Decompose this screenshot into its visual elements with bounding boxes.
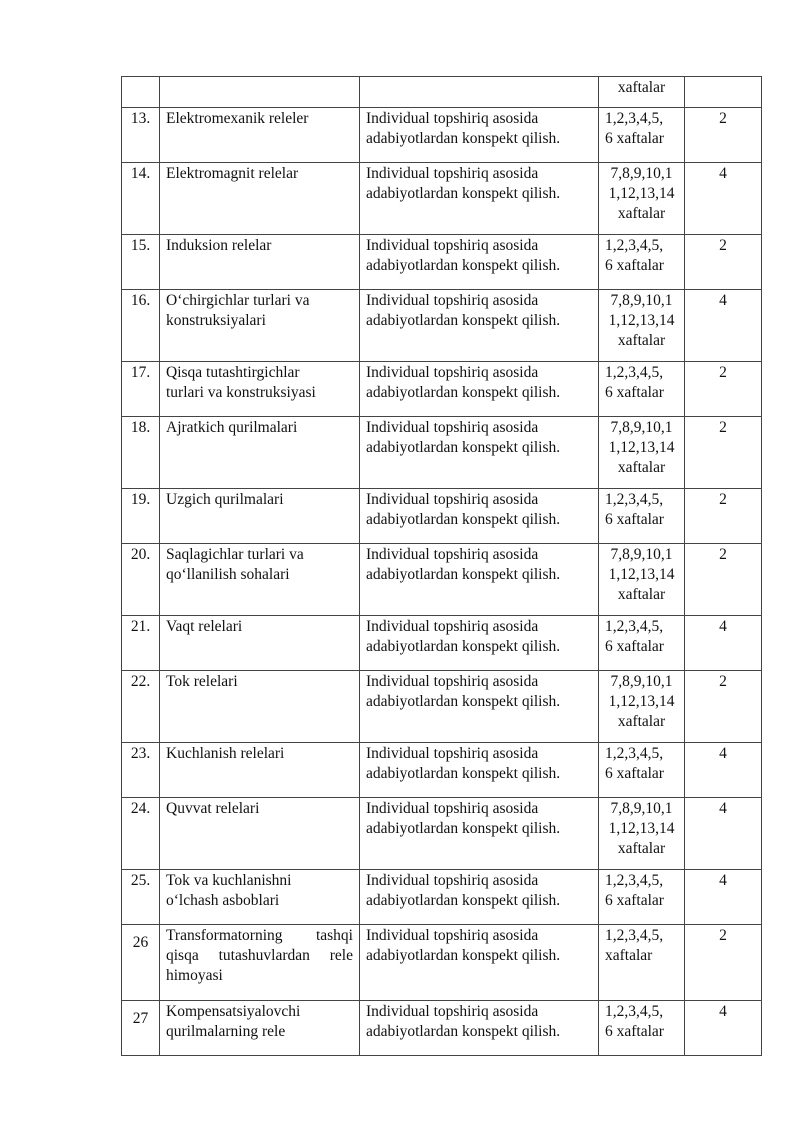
task-line: Individual topshiriq asosida [366, 165, 539, 182]
topic-cell [160, 616, 360, 671]
task-line: adabiyotlardan konspekt qilish. [366, 185, 561, 202]
weeks-line: 1,12,13,14 [608, 439, 675, 456]
weeks-cell [599, 417, 685, 489]
table-row [122, 417, 762, 489]
task-line: adabiyotlardan konspekt qilish. [366, 439, 561, 456]
hours-cell: 2 [685, 362, 762, 417]
task-line: adabiyotlardan konspekt qilish. [366, 638, 561, 655]
hours-cell: 2 [685, 925, 762, 1001]
table-row [122, 671, 762, 743]
topic-cell [160, 108, 360, 163]
hours-cell: 4 [685, 290, 762, 362]
weeks-cell [599, 108, 685, 163]
weeks-line: 1,2,3,4,5, [605, 364, 664, 381]
task-line: adabiyotlardan konspekt qilish. [366, 1023, 561, 1040]
topic-line: Elektromexanik releler [166, 110, 309, 127]
hours-cell: 4 [685, 1001, 762, 1056]
task-cell [360, 108, 599, 163]
topic-cell [160, 362, 360, 417]
table-row [122, 235, 762, 290]
task-cell [360, 77, 599, 108]
weeks-cell [599, 489, 685, 544]
weeks-line: 7,8,9,10,1 [610, 165, 673, 182]
task-line: Individual topshiriq asosida [366, 419, 539, 436]
topic-cell [160, 489, 360, 544]
weeks-cell [599, 870, 685, 925]
weeks-line: 1,12,13,14 [608, 693, 675, 710]
row-number: 17. [122, 362, 160, 417]
task-line: Individual topshiriq asosida [366, 1003, 539, 1020]
table-row [122, 544, 762, 616]
task-cell [360, 544, 599, 616]
table-row [122, 870, 762, 925]
hours-cell: 2 [685, 671, 762, 743]
task-cell [360, 925, 599, 1001]
weeks-line: 7,8,9,10,1 [610, 673, 673, 690]
task-cell [360, 362, 599, 417]
table-row [122, 743, 762, 798]
task-line: Individual topshiriq asosida [366, 800, 539, 817]
weeks-cell [599, 616, 685, 671]
topic-cell [160, 163, 360, 235]
weeks-line: 6 xaftalar [605, 1023, 664, 1040]
table-row [122, 362, 762, 417]
task-line: adabiyotlardan konspekt qilish. [366, 257, 561, 274]
task-line: Individual topshiriq asosida [366, 618, 539, 635]
weeks-line: 1,12,13,14 [608, 185, 675, 202]
weeks-line: 1,2,3,4,5, [605, 491, 664, 508]
hours-cell: 4 [685, 798, 762, 870]
topic-line: o‘lchash asboblari [166, 892, 280, 909]
topic-line: Tok va kuchlanishni [166, 872, 292, 889]
topic-cell [160, 1001, 360, 1056]
task-line: adabiyotlardan konspekt qilish. [366, 384, 561, 401]
task-line: Individual topshiriq asosida [366, 292, 539, 309]
topic-line: Saqlagichlar turlari va [166, 546, 304, 563]
task-line: adabiyotlardan konspekt qilish. [366, 947, 561, 964]
weeks-cell [599, 544, 685, 616]
hours-cell [685, 77, 762, 108]
topic-line: Kuchlanish relelari [166, 745, 285, 762]
table-row [122, 925, 762, 1001]
weeks-line: 6 xaftalar [605, 638, 664, 655]
topic-cell [160, 544, 360, 616]
topic-cell [160, 290, 360, 362]
task-cell [360, 1001, 599, 1056]
task-cell [360, 163, 599, 235]
topic-line: Tok relelari [166, 673, 238, 690]
task-line: Individual topshiriq asosida [366, 237, 539, 254]
task-line: adabiyotlardan konspekt qilish. [366, 130, 561, 147]
weeks-line: 6 xaftalar [605, 892, 664, 909]
weeks-cell [599, 235, 685, 290]
weeks-line: xaftalar [617, 205, 666, 222]
topic-line: qurilmalarning rele [166, 1023, 286, 1040]
hours-cell: 4 [685, 743, 762, 798]
topic-line: Vaqt relelari [166, 618, 243, 635]
topic-cell [160, 798, 360, 870]
task-cell [360, 489, 599, 544]
topic-cell [160, 925, 360, 1001]
weeks-line: xaftalar [617, 840, 666, 857]
task-line: adabiyotlardan konspekt qilish. [366, 566, 561, 583]
weeks-line: 7,8,9,10,1 [610, 419, 673, 436]
topic-line: turlari va konstruksiyasi [166, 384, 316, 401]
weeks-line: 7,8,9,10,1 [610, 800, 673, 817]
topic-line: konstruksiyalari [166, 312, 266, 329]
weeks-line: 1,2,3,4,5, [605, 927, 664, 944]
weeks-cell [599, 925, 685, 1001]
topic-line: qo‘llanilish sohalari [166, 566, 290, 583]
weeks-line: 6 xaftalar [605, 130, 664, 147]
table-row [122, 108, 762, 163]
weeks-cell [599, 77, 685, 108]
row-number: 16. [122, 290, 160, 362]
task-line: Individual topshiriq asosida [366, 745, 539, 762]
task-line: adabiyotlardan konspekt qilish. [366, 511, 561, 528]
task-line: Individual topshiriq asosida [366, 927, 539, 944]
row-number: 21. [122, 616, 160, 671]
hours-cell: 2 [685, 417, 762, 489]
schedule-table [121, 76, 762, 1056]
task-line: adabiyotlardan konspekt qilish. [366, 820, 561, 837]
weeks-line: 1,12,13,14 [608, 566, 675, 583]
weeks-line: 1,2,3,4,5, [605, 237, 664, 254]
topic-line: Ajratkich qurilmalari [166, 419, 298, 436]
weeks-cell [599, 290, 685, 362]
weeks-cell [599, 798, 685, 870]
row-number: 20. [122, 544, 160, 616]
weeks-cell [599, 743, 685, 798]
weeks-cell [599, 671, 685, 743]
task-cell [360, 870, 599, 925]
table-row [122, 163, 762, 235]
topic-line: Elektromagnit relelar [166, 165, 299, 182]
topic-line: Transformatorning tashqi [166, 927, 353, 944]
topic-cell [160, 671, 360, 743]
topic-line: himoyasi [166, 967, 223, 984]
table-row [122, 77, 762, 108]
topic-cell [160, 870, 360, 925]
task-line: adabiyotlardan konspekt qilish. [366, 765, 561, 782]
weeks-line: 6 xaftalar [605, 384, 664, 401]
weeks-cell [599, 163, 685, 235]
weeks-line: 6 xaftalar [605, 257, 664, 274]
table-row [122, 1001, 762, 1056]
task-line: adabiyotlardan konspekt qilish. [366, 693, 561, 710]
topic-cell [160, 77, 360, 108]
table-body [122, 77, 762, 1056]
task-line: adabiyotlardan konspekt qilish. [366, 312, 561, 329]
weeks-line: 6 xaftalar [605, 511, 664, 528]
topic-line: qisqa tutashuvlardan rele [166, 947, 353, 964]
weeks-line: 1,2,3,4,5, [605, 110, 664, 127]
task-cell [360, 616, 599, 671]
weeks-line: 7,8,9,10,1 [610, 292, 673, 309]
row-number: 24. [122, 798, 160, 870]
topic-cell [160, 235, 360, 290]
row-number: 26 [122, 925, 160, 1001]
task-line: Individual topshiriq asosida [366, 110, 539, 127]
task-line: Individual topshiriq asosida [366, 546, 539, 563]
weeks-line: xaftalar [605, 947, 653, 964]
task-line: Individual topshiriq asosida [366, 673, 539, 690]
weeks-line: 1,2,3,4,5, [605, 872, 664, 889]
row-number [122, 77, 160, 108]
row-number: 27 [122, 1001, 160, 1056]
task-cell [360, 417, 599, 489]
topic-line: Uzgich qurilmalari [166, 491, 284, 508]
task-cell [360, 798, 599, 870]
topic-line: Induksion relelar [166, 237, 272, 254]
row-number: 22. [122, 671, 160, 743]
row-number: 19. [122, 489, 160, 544]
weeks-line: xaftalar [617, 459, 666, 476]
weeks-line: 1,2,3,4,5, [605, 618, 664, 635]
weeks-line: 1,2,3,4,5, [605, 745, 664, 762]
hours-cell: 2 [685, 544, 762, 616]
table-row [122, 489, 762, 544]
weeks-line: 1,12,13,14 [608, 312, 675, 329]
hours-cell: 2 [685, 108, 762, 163]
row-number: 13. [122, 108, 160, 163]
topic-cell [160, 743, 360, 798]
task-cell [360, 671, 599, 743]
table-row [122, 290, 762, 362]
topic-line: Qisqa tutashtirgichlar [166, 364, 300, 381]
table-row [122, 798, 762, 870]
weeks-line: 1,12,13,14 [608, 820, 675, 837]
task-cell [360, 743, 599, 798]
hours-cell: 4 [685, 163, 762, 235]
row-number: 23. [122, 743, 160, 798]
table-row [122, 616, 762, 671]
row-number: 18. [122, 417, 160, 489]
weeks-line: xaftalar [617, 79, 666, 96]
task-line: adabiyotlardan konspekt qilish. [366, 892, 561, 909]
task-cell [360, 290, 599, 362]
task-line: Individual topshiriq asosida [366, 872, 539, 889]
weeks-line: xaftalar [617, 586, 666, 603]
hours-cell: 4 [685, 870, 762, 925]
topic-line: Kompensatsiyalovchi [166, 1003, 301, 1020]
task-cell [360, 235, 599, 290]
topic-line: O‘chirgichlar turlari va [166, 292, 310, 309]
hours-cell: 4 [685, 616, 762, 671]
weeks-line: 7,8,9,10,1 [610, 546, 673, 563]
hours-cell: 2 [685, 235, 762, 290]
task-line: Individual topshiriq asosida [366, 491, 539, 508]
row-number: 14. [122, 163, 160, 235]
weeks-line: xaftalar [617, 713, 666, 730]
weeks-cell [599, 1001, 685, 1056]
weeks-line: 6 xaftalar [605, 765, 664, 782]
weeks-line: 1,2,3,4,5, [605, 1003, 664, 1020]
row-number: 15. [122, 235, 160, 290]
weeks-line: xaftalar [617, 332, 666, 349]
weeks-cell [599, 362, 685, 417]
row-number: 25. [122, 870, 160, 925]
topic-line: Quvvat relelari [166, 800, 260, 817]
task-line: Individual topshiriq asosida [366, 364, 539, 381]
topic-cell [160, 417, 360, 489]
hours-cell: 2 [685, 489, 762, 544]
